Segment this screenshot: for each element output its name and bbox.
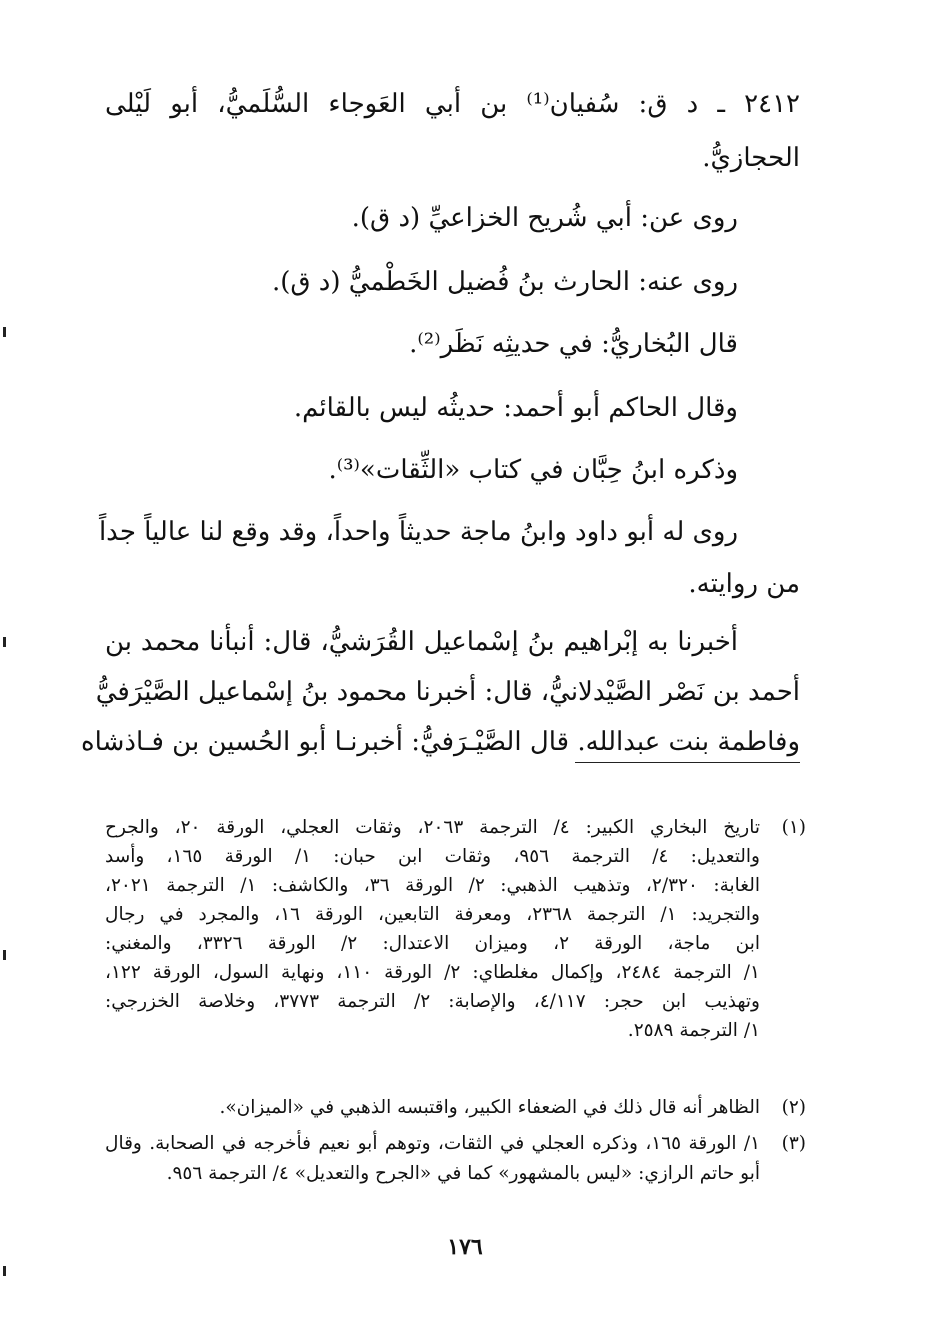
ibn-hibban-line: وذكره ابنُ حِبَّان في كتاب «الثِّقات»⁽³⁾.: [328, 455, 738, 485]
footnote-1-line: ابن ماجة، الورقة ٢، وميزان الاعتدال: ٢/ الورقة ٣٣٢٦، والمغني:: [105, 933, 760, 954]
entry-heading-line-2: الحجازيُّ.: [702, 143, 800, 173]
footnote-separator: [575, 762, 800, 763]
footnote-1-line: ١/ الترجمة ٢٤٨٤، وإكمال مغلطاي: ٢/ الورقة ١١٠، ونهاية السول، الورقة ١٢٢،: [105, 962, 760, 983]
footnote-1-line: وتهذيب ابن حجر: ٤/١١٧، والإصابة: ٢/ الترجمة ٣٧٧٣، وخلاصة الخزرجي:: [105, 991, 760, 1012]
scan-mark: [3, 637, 6, 647]
footnote-1-line: الغابة: ٢/٣٢٠، وتذهيب الذهبي: ٢/ الورقة ٣٦، والكاشف: ١/ الترجمة ٢٠٢١،: [105, 875, 760, 896]
footnote-1-number: (١): [781, 817, 806, 838]
footnote-1-line: ١/ الترجمة ٢٥٨٩.: [627, 1020, 760, 1041]
footnote-1-line: والتجريد: ١/ الترجمة ٢٣٦٨، ومعرفة التابعين، الورقة ١٦، والمجرد في رجال: [105, 904, 760, 925]
footnote-2: [105, 1094, 806, 1124]
footnote-3-number: (٣): [781, 1133, 806, 1154]
footnote-2-number: (٢): [781, 1097, 806, 1118]
riwaya-line-2: من روايته.: [688, 569, 800, 599]
bukhari-line: قال البُخاريُّ: في حديثِه نَظَر⁽²⁾.: [409, 329, 738, 359]
scan-mark: [3, 950, 6, 960]
footnote-3-line: ١/ الورقة ١٦٥، وذكره العجلي في الثقات، وتوهم أبو نعيم فأخرجه في الصحابة. وقال: [105, 1133, 760, 1154]
footnote-1-line: والتعديل: ٤/ الترجمة ٩٥٦، وثقات ابن حبان: ١/ الورقة ١٦٥، وأسد: [105, 846, 760, 867]
narrated-by-line: روى عنه: الحارث بنُ فُضيل الخَطْميُّ (د ق).: [271, 267, 738, 297]
footnote-3: [105, 1130, 806, 1190]
isnad-line-3: وفاطمة بنت عبدالله. قال الصَّيْـرَفيُّ: أخبرنـا أبو الحُسين بن فـاذشاه: [81, 727, 800, 757]
riwaya-line-1: روى له أبو داود وابنُ ماجة حديثاً واحداً، وقد وقع لنا عالياً جداً: [98, 517, 738, 547]
page-number: ١٧٦: [447, 1234, 483, 1260]
isnad-line-1: أخبرنا به إبْراهيم بنُ إسْماعيل القُرَشيُّ، قال: أنبأنا محمد بن: [105, 627, 738, 657]
footnote-3-line: أبو حاتم الرازي: «ليس بالمشهور» كما في «الجرح والتعديل» ٤/ الترجمة ٩٥٦.: [166, 1163, 760, 1184]
scan-mark: [3, 1266, 6, 1276]
isnad-line-2: أحمد بن نَصْر الصَّيْدلانيُّ، قال: أخبرنا محمود بنُ إسْماعيل الصَّيْرَفيُّ: [95, 677, 800, 707]
hakim-line: وقال الحاكم أبو أحمد: حديثُه ليس بالقائم.: [293, 393, 738, 423]
footnote-1: [105, 814, 806, 1054]
narrated-from-line: روى عن: أبي شُريح الخزاعيِّ (د ق).: [351, 203, 738, 233]
footnote-1-line: تاريخ البخاري الكبير: ٤/ الترجمة ٢٠٦٣، وثقات العجلي، الورقة ٢٠، والجرح: [105, 817, 761, 838]
scan-mark: [3, 327, 6, 337]
entry-heading-line-1: ٢٤١٢ ـ د ق: سُفيان⁽¹⁾ بن أبي العَوجاء السُّلَميُّ، أبو لَيْلى: [105, 89, 800, 119]
footnote-2-text: الظاهر أنه قال ذلك في الضعفاء الكبير، واقتبسه الذهبي في «الميزان».: [219, 1097, 760, 1118]
